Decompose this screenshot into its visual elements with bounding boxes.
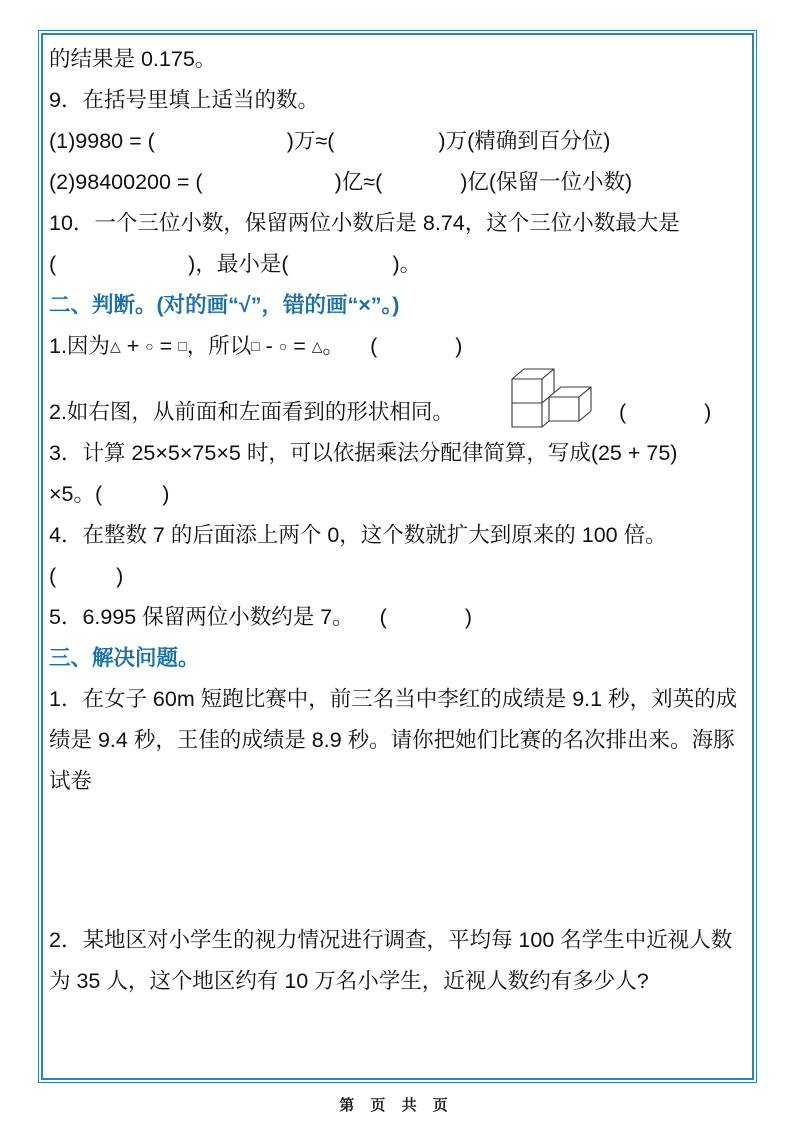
q10-mid: )，最小是( [188,252,289,276]
page-footer [0,1094,793,1115]
square-symbol: □ [178,338,187,354]
q9-1-part-c: )万(精确到百分位) [438,129,611,153]
plus-operator: + [120,334,146,358]
page-content [49,39,746,1078]
equals-operator: = [287,334,312,358]
continued-answer-line [49,39,746,80]
s2q2-text: 2.如右图，从前面和左面看到的形状相同。 [49,400,454,424]
section-2-heading [49,285,746,326]
s2q1-mid: ，所以 [186,334,252,358]
s3q1-text: 1．在女子 60m 短跑比赛中，前三名当中李红的成绩是 9.1 秒，刘英的成绩是 9.4 秒，王佳的成绩是 8.9 秒。请你把她们比赛的名次排出来。海豚试卷 [49,687,738,793]
equals-operator: = [153,334,179,358]
continued-answer-text: 的结果是 0.175。 [49,47,217,71]
triangle-symbol: △ [109,338,121,354]
question-9-text: 9．在括号里填上适当的数。 [49,88,319,112]
q9-2-part-c: )亿(保留一位小数) [460,170,633,194]
section2-question-5 [49,597,746,638]
section2-question-4-line-1 [49,515,746,556]
s2q1-bracket-close: ) [455,334,463,358]
three-cube-figure-icon [504,365,596,434]
page-border-frame [38,30,757,1083]
q9-1-part-b: )万≈( [286,129,335,153]
s2q4-bracket-close: ) [116,564,124,588]
s2q4-bracket-open: ( [49,564,57,588]
s2q3-text: 3．计算 25×5×75×5 时，可以依据乘法分配律简算，写成(25 + 75) [49,441,678,465]
q10-end: )。 [392,252,422,276]
section3-question-1 [49,679,746,802]
question-10-text: 10．一个三位小数，保留两位小数后是 8.74，这个三位小数最大是 [49,211,680,235]
s2q1-suffix: 。 [322,334,345,358]
answer-work-area[interactable] [49,802,746,920]
s2q2-answer-bracket [619,392,711,433]
section-3-heading-text: 三、解决问题。 [49,646,200,670]
q9-2-part-b: )亿≈( [334,170,383,194]
minus-operator: - [259,334,279,358]
q10-bracket-open: ( [49,252,57,276]
s2q5-bracket-open: ( [379,605,387,629]
section3-question-2 [49,920,746,1002]
s2q2-bracket-close: ) [704,400,712,424]
section-2-heading-text: 二、判断。(对的画“√”，错的画“×”。) [49,293,400,317]
question-9-item-1 [49,121,746,162]
section2-question-4-line-2 [49,556,746,597]
question-9-item-2 [49,162,746,203]
s2q3-tail: ×5。( [49,482,103,506]
q9-2-part-a: (2)98400200 = ( [49,170,203,194]
triangle-symbol: △ [311,338,323,354]
s2q4-text: 4．在整数 7 的后面添上两个 0，这个数就扩大到原来的 100 倍。 [49,523,667,547]
s2q5-text: 5．6.995 保留两位小数约是 7。 [49,605,354,629]
section2-question-1 [49,326,746,367]
section2-question-3-line-1 [49,433,746,474]
section2-question-3-line-2 [49,474,746,515]
question-10-line-1 [49,203,746,244]
question-10-line-2 [49,244,746,285]
circle-symbol: ○ [145,338,154,354]
s3q2-text: 2．某地区对小学生的视力情况进行调查，平均每 100 名学生中近视人数为 35 人，这个地区约有 10 万名小学生，近视人数约有多少人? [49,928,733,993]
s2q5-bracket-close: ) [464,605,473,629]
square-symbol: □ [251,338,260,354]
s2q3-bracket-close: ) [162,482,170,506]
s2q1-prefix: 1.因为 [49,334,110,358]
page-number-text: 第 页 共 页 [339,1097,454,1114]
s2q1-bracket-open: ( [370,334,378,358]
q9-1-part-a: (1)9980 = ( [49,129,155,153]
question-9-prompt [49,80,746,121]
s2q2-bracket-open: ( [619,400,627,424]
section-3-heading [49,638,746,679]
section2-question-2 [49,367,746,433]
circle-symbol: ○ [278,338,288,354]
